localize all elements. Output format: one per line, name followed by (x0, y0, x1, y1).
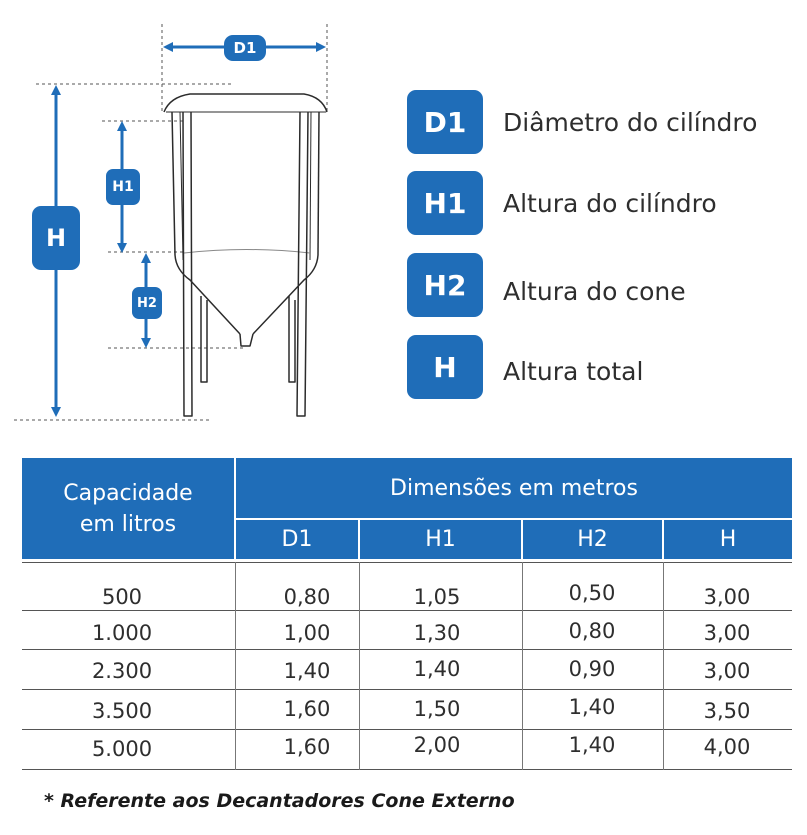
cell-d1: 1,60 (283, 697, 331, 721)
cell-capacity: 5.000 (91, 737, 153, 761)
dimension-arrows (56, 47, 321, 412)
column-divider (663, 562, 664, 770)
cell-d1: 1,60 (283, 735, 331, 759)
row-divider (22, 562, 792, 563)
row-divider (22, 689, 792, 690)
row-divider (22, 649, 792, 650)
capacity-header (22, 458, 234, 559)
cell-h: 3,00 (703, 585, 751, 609)
legend-text-h1: Altura do cilíndro (503, 189, 717, 218)
cell-capacity: 2.300 (91, 659, 153, 683)
cell-h: 3,00 (703, 621, 751, 645)
cell-capacity: 1.000 (91, 621, 153, 645)
cell-h2: 0,80 (568, 619, 616, 643)
column-divider (359, 562, 360, 770)
cell-h1: 1,05 (413, 585, 461, 609)
cell-h1: 2,00 (413, 733, 461, 757)
cell-h: 3,00 (703, 659, 751, 683)
cell-h1: 1,50 (413, 697, 461, 721)
cell-capacity: 500 (101, 585, 143, 609)
legend-text-h2: Altura do cone (503, 277, 686, 306)
column-divider (235, 562, 236, 770)
cell-h1: 1,40 (413, 657, 461, 681)
column-header-h2: H2 (523, 520, 662, 559)
cell-h: 4,00 (703, 735, 751, 759)
footnote: * Referente aos Decantadores Cone Externo (44, 790, 515, 812)
legend-badge-h: H (407, 335, 483, 399)
cell-h2: 0,50 (568, 581, 616, 605)
h2-tag: H2 (132, 287, 162, 319)
legend-text-h: Altura total (503, 357, 644, 386)
cell-h2: 0,90 (568, 657, 616, 681)
column-header-d1: D1 (236, 520, 358, 559)
legend-badge-d1: D1 (407, 90, 483, 154)
h-tag: H (32, 206, 80, 270)
legend-badge-h2: H2 (407, 253, 483, 317)
dimensions-group-header: Dimensões em metros (236, 458, 792, 518)
cell-h2: 1,40 (568, 733, 616, 757)
cell-d1: 1,40 (283, 659, 331, 683)
cell-capacity: 3.500 (91, 699, 153, 723)
column-divider (522, 562, 523, 770)
cell-d1: 1,00 (283, 621, 331, 645)
tank-shape (164, 94, 327, 416)
cell-h: 3,50 (703, 699, 751, 723)
column-header-h: H (664, 520, 792, 559)
dimensions-table (22, 458, 792, 770)
capacity-header-line1: Capacidade (63, 480, 193, 506)
legend-text-d1: Diâmetro do cilíndro (503, 108, 758, 137)
capacity-header-line2: em litros (79, 511, 177, 537)
d1-tag: D1 (224, 35, 266, 61)
cell-d1: 0,80 (283, 585, 331, 609)
row-divider (22, 769, 792, 770)
column-header-h1: H1 (360, 520, 521, 559)
legend-badge-h1: H1 (407, 171, 483, 235)
cell-h1: 1,30 (413, 621, 461, 645)
cell-h2: 1,40 (568, 695, 616, 719)
h1-tag: H1 (106, 169, 140, 205)
